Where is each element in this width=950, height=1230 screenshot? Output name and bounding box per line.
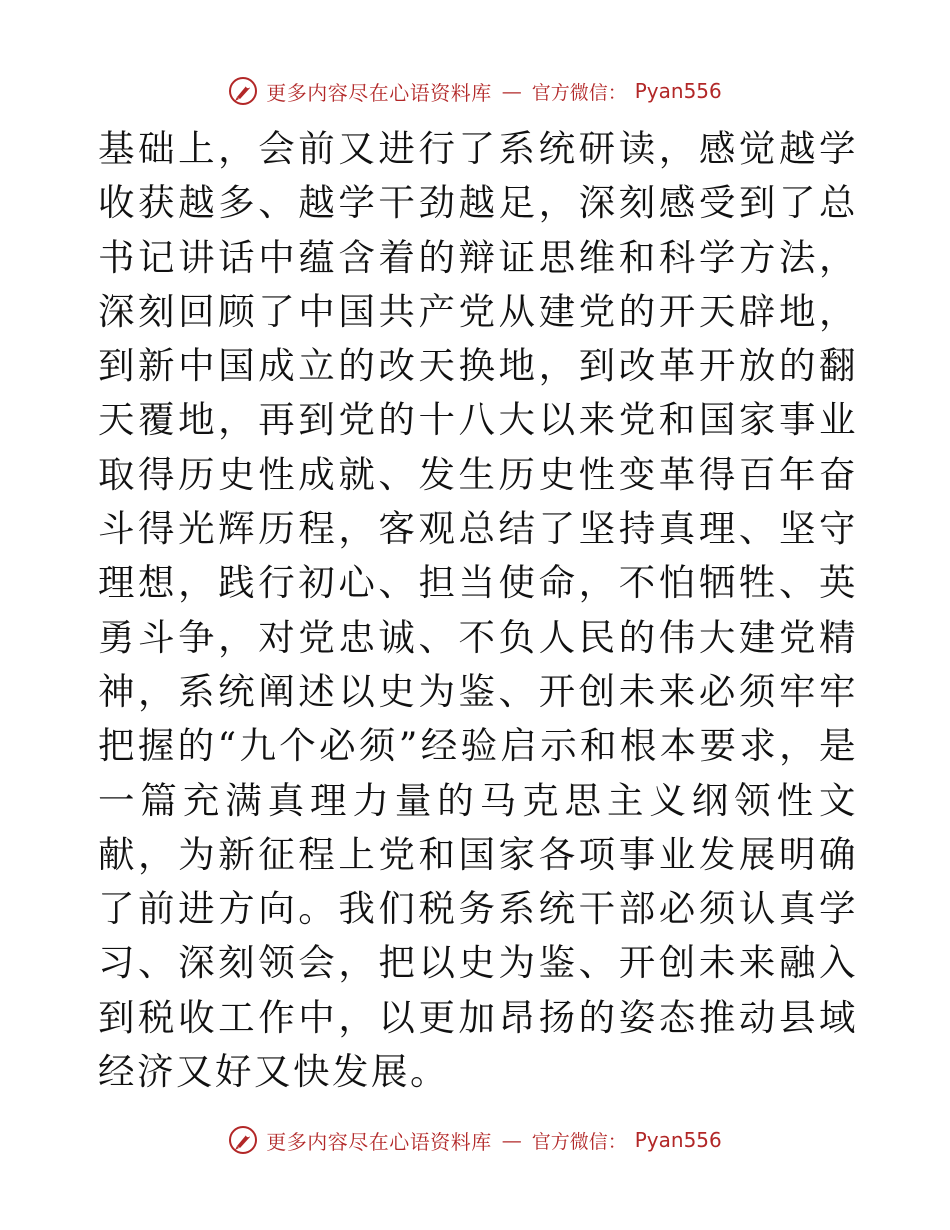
- footer-watermark-banner: [0, 1120, 950, 1160]
- pen-nib-logo-icon: [228, 76, 258, 106]
- pen-nib-logo-icon: [228, 1125, 258, 1155]
- footer-banner-separator: —: [501, 1128, 522, 1152]
- header-banner-separator: —: [501, 79, 522, 103]
- footer-wechat-label: 官方微信：: [531, 1130, 627, 1153]
- header-banner-text: 更多内容尽在心语资料库: [266, 80, 492, 105]
- header-wechat-label: 官方微信：: [531, 81, 627, 104]
- header-watermark-banner: [0, 71, 950, 111]
- header-wechat-id: Pyan556: [634, 79, 722, 103]
- body-paragraph: 基础上，会前又进行了系统研读，感觉越学收获越多、越学干劲越足，深刻感受到了总书记讲话中蕴含着的辩证思维和科学方法，深刻回顾了中国共产党从建党的开天辟地，到新中国成立的改天换地，到改革开放的翻天覆地，再到党的十八大以来党和国家事业取得历史性成就、发生历史性变革得百年奋斗得光辉历程，客观总结了坚持真理、坚守理想，践行初心、担当使命，不怕牺牲、英勇斗争，对党忠诚、不负人民的伟大建党精神，系统阐述以史为鉴、开创未来必须牢牢把握的“九个必须”经验启示和根本要求，是一篇充满真理力量的马克思主义纲领性文献，为新征程上党和国家各项事业发展明确了前进方向。我们税务系统干部必须认真学习、深刻领会，把以史为鉴、开创未来融入到税收工作中，以更加昂扬的姿态推动县域经济又好又快发展。: [98, 127, 858, 1094]
- footer-banner-text: 更多内容尽在心语资料库: [266, 1129, 492, 1154]
- footer-wechat-id: Pyan556: [634, 1128, 722, 1152]
